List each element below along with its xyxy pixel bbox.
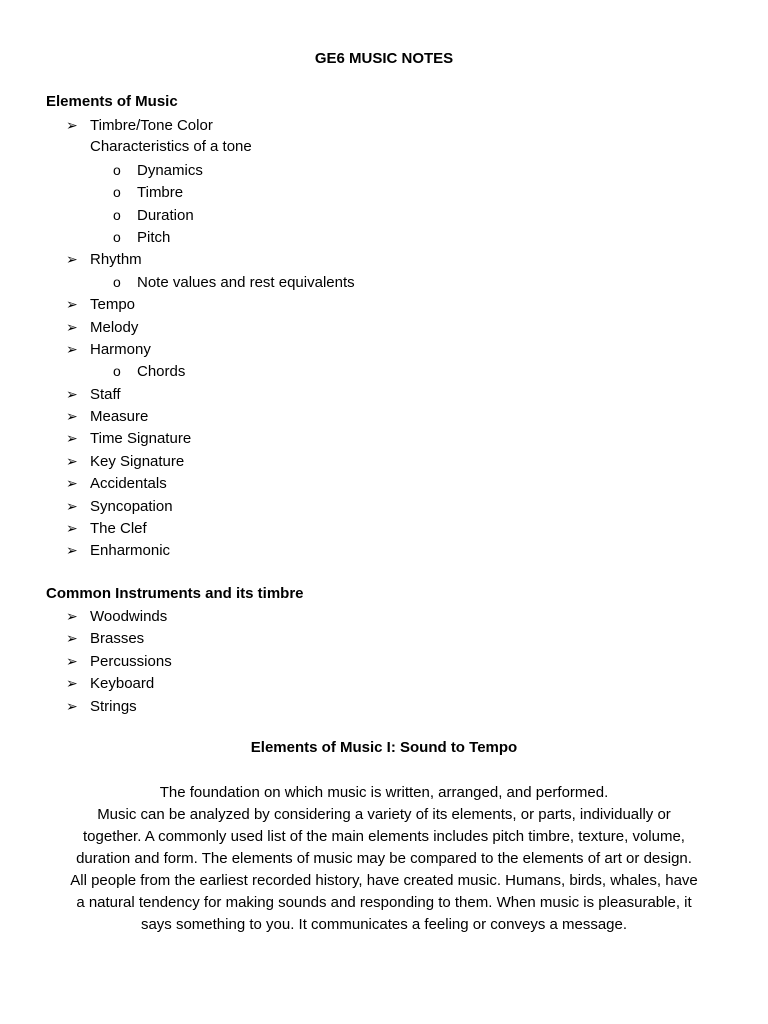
body-paragraph [40,782,728,936]
section-heading-elements-of-music: Elements of Music [46,93,178,110]
arrow-bullet-icon: ➢ [66,452,78,469]
section-heading-sound-to-tempo: Elements of Music I: Sound to Tempo [250,739,518,756]
paragraph-line: Music can be analyzed by considering a variety of its elements, or parts, individually or [97,806,671,823]
arrow-bullet-icon: ➢ [66,475,78,492]
arrow-bullet-icon: ➢ [66,608,78,624]
page-title: GE6 MUSIC NOTES [314,50,454,67]
list-item-text: Note values and rest equivalents [137,273,355,291]
list-item-text: Chords [137,363,186,381]
arrow-bullet-icon: ➢ [66,697,78,714]
arrow-bullet-icon: ➢ [66,520,78,537]
arrow-bullet-icon: ➢ [66,318,78,335]
list-item-text: Measure [90,408,149,426]
list-item-text: Melody [90,318,139,336]
list-item-text: Rhythm [90,251,142,269]
arrow-bullet-icon: ➢ [66,340,78,357]
list-item [66,271,355,293]
list-item [66,338,355,360]
list-item-text: Enharmonic [90,542,171,560]
list-item [66,472,355,494]
arrow-bullet-icon: ➢ [66,542,78,559]
list-item [66,427,355,449]
section-heading-common-instruments: Common Instruments and its timbre [46,585,304,602]
arrow-bullet-icon: ➢ [66,630,78,647]
list-item [66,695,172,717]
list-item-text: Timbre [137,184,184,202]
paragraph-line: says something to you. It communicates a feeling or conveys a message. [140,916,628,933]
paragraph-line: All people from the earliest recorded history, have created music. Humans, birds, whales, have [70,872,698,889]
instruments-list [66,605,172,717]
list-item [66,495,355,517]
arrow-bullet-icon: ➢ [66,408,78,425]
arrow-bullet-icon: ➢ [66,430,78,447]
circle-bullet-icon: o [113,161,121,178]
paragraph-line: together. A commonly used list of the main elements includes pitch timbre, texture, volume, [83,828,685,845]
list-item-text: Woodwinds [90,608,168,625]
paragraph-line: The foundation on which music is written, arranged, and performed. [159,784,609,801]
list-item [66,293,355,315]
list-item [66,517,355,539]
list-item-text: Timbre/Tone Color [90,117,213,134]
list-item-text: Duration [137,206,194,224]
arrow-bullet-icon: ➢ [66,675,78,692]
arrow-bullet-icon: ➢ [66,117,78,133]
list-item [66,181,355,203]
circle-bullet-icon: o [113,184,121,201]
list-item [66,383,355,405]
paragraph-line: a natural tendency for making sounds and responding to them. When music is pleasurable, it [76,894,692,911]
list-item-text: Accidentals [90,475,167,493]
list-item-text: The Clef [90,520,147,538]
circle-bullet-icon: o [113,273,121,290]
list-item-text: Brasses [90,630,145,648]
list-item-text: Characteristics of a tone [90,138,252,156]
arrow-bullet-icon: ➢ [66,652,78,669]
list-item-text: Harmony [90,340,151,358]
list-item-text: Syncopation [90,497,173,515]
list-item [66,248,355,270]
list-item [66,159,355,181]
elements-list [66,114,355,562]
circle-bullet-icon: o [113,363,121,380]
list-item [66,605,172,627]
list-item-text: Percussions [90,652,172,670]
list-item [66,650,172,672]
arrow-bullet-icon: ➢ [66,497,78,514]
list-item-text: Strings [90,697,137,715]
arrow-bullet-icon: ➢ [66,251,78,268]
list-item-text: Dynamics [137,161,203,179]
list-item-text: Key Signature [90,452,185,470]
list-item [66,360,355,382]
list-item-text: Tempo [90,296,136,314]
arrow-bullet-icon: ➢ [66,296,78,313]
list-item-text: Keyboard [90,675,155,693]
circle-bullet-icon: o [113,228,121,245]
list-item-text: Staff [90,385,121,403]
list-item [66,405,355,427]
paragraph-line: duration and form. The elements of music may be compared to the elements of art or design. [76,850,692,867]
list-item-text: Time Signature [90,430,192,448]
list-item-text: Pitch [137,228,171,246]
list-item [66,136,355,158]
list-item [66,204,355,226]
arrow-bullet-icon: ➢ [66,385,78,402]
list-item [66,672,172,694]
list-item [66,114,355,136]
list-item [66,450,355,472]
circle-bullet-icon: o [113,206,121,223]
list-item [66,316,355,338]
list-item [66,627,172,649]
list-item [66,539,355,561]
list-item [66,226,355,248]
